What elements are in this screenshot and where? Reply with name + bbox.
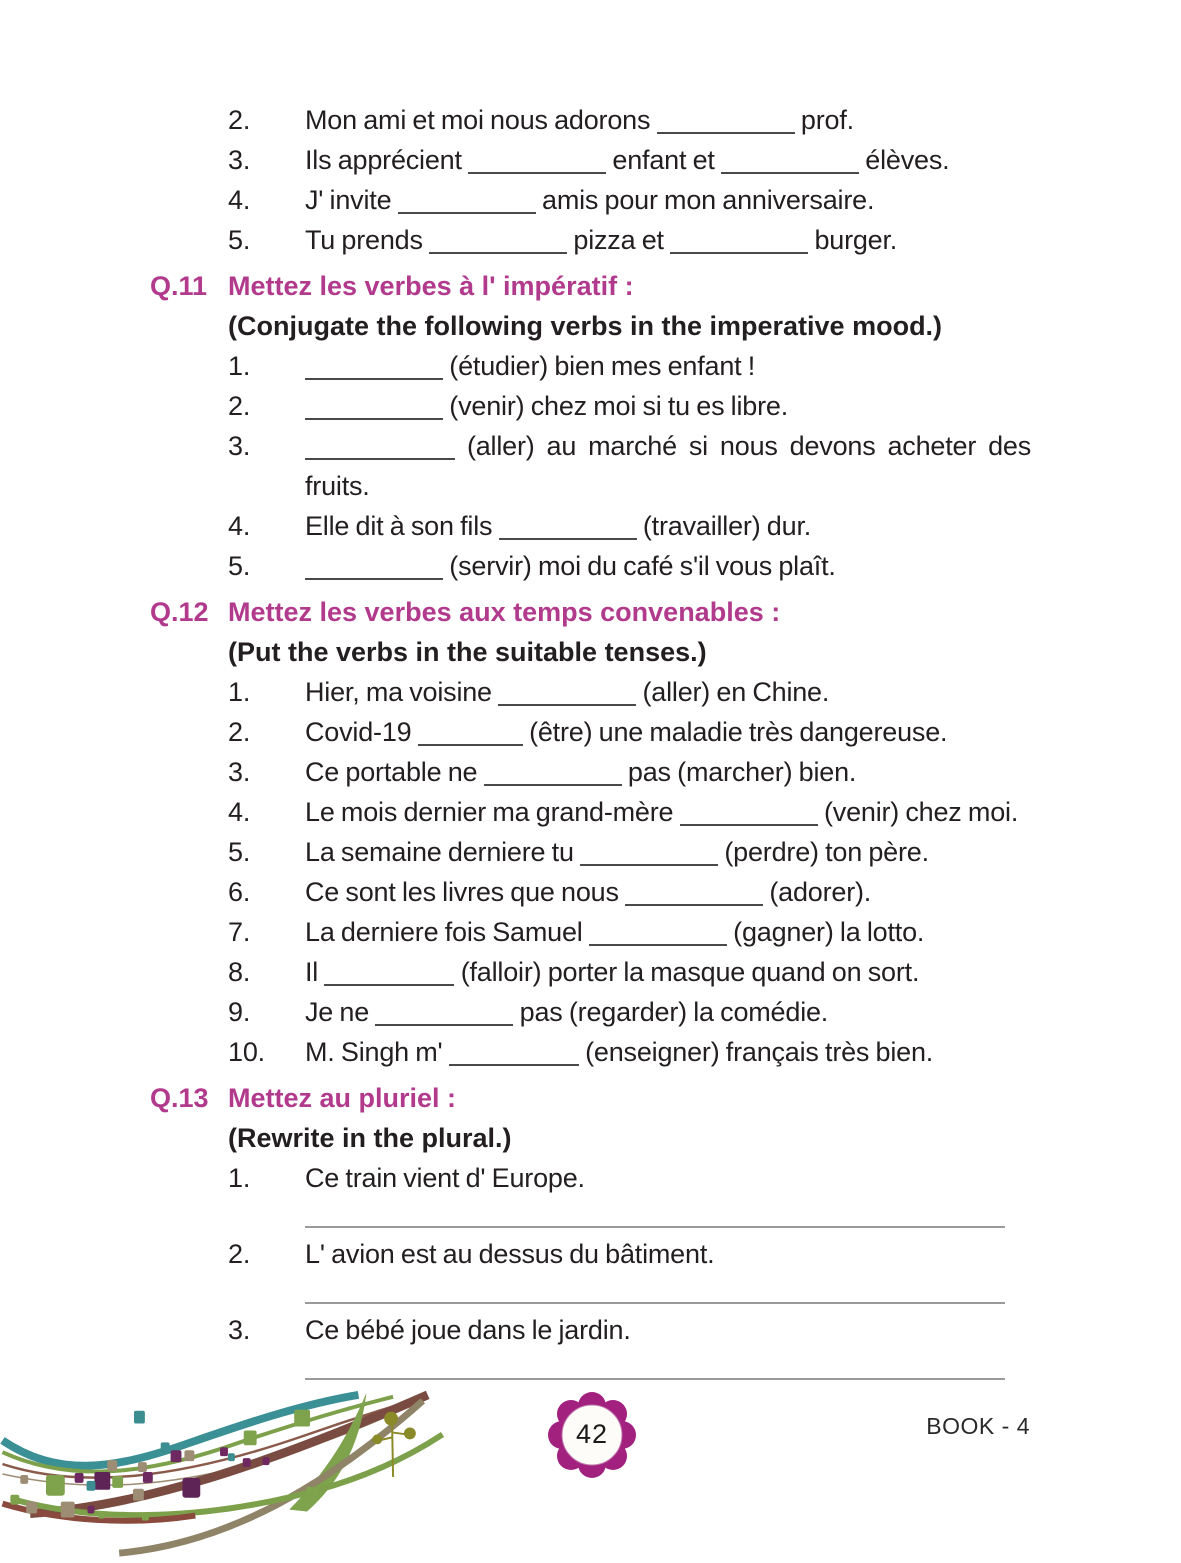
answer-blank: [324, 983, 454, 986]
item-number: 6.: [228, 877, 251, 907]
item-number: 4.: [228, 185, 251, 215]
answer-blank: [657, 131, 795, 134]
item-sentence: [305, 872, 1031, 912]
item-text-segment: (enseigner) français très bien.: [578, 1037, 934, 1067]
answer-blank: [305, 417, 443, 420]
item-text-segment: pizza et: [567, 225, 671, 255]
item-sentence: [305, 672, 1031, 712]
decorative-swirl-graphic: [0, 1383, 445, 1561]
item-sentence: [305, 752, 1031, 792]
item-number: 3.: [228, 757, 251, 787]
item-number: 10.: [228, 1037, 265, 1067]
answer-blank: [625, 903, 763, 906]
answer-blank: [429, 251, 567, 254]
item-text-segment: (gagner) la lotto.: [726, 917, 925, 947]
item-sentence: [305, 1310, 1031, 1350]
exercise-item: [228, 672, 1031, 712]
item-text-segment: Je ne: [305, 997, 376, 1027]
item-number: 2.: [228, 1239, 251, 1269]
exercise-item: [228, 426, 1031, 506]
question-title: Mettez au pluriel :: [228, 1083, 457, 1113]
item-sentence: [305, 386, 1031, 426]
item-number: 2.: [228, 105, 251, 135]
exercise-item: [228, 386, 1031, 426]
item-text-segment: élèves.: [858, 145, 950, 175]
exercise-item: [228, 832, 1031, 872]
item-sentence: [305, 952, 1031, 992]
exercise-item: [228, 346, 1031, 386]
exercise-item: [228, 712, 1031, 752]
exercise-item: [228, 546, 1031, 586]
answer-blank: [418, 743, 523, 746]
exercise-item: [228, 912, 1031, 952]
item-text-segment: (venir) chez moi si tu es libre.: [443, 391, 789, 421]
item-number: 5.: [228, 837, 251, 867]
item-number: 1.: [228, 351, 251, 381]
item-text-segment: (servir) moi du café s'il vous plaît.: [443, 551, 836, 581]
item-text-segment: amis pour mon anniversaire.: [535, 185, 875, 215]
item-sentence: [305, 992, 1031, 1032]
exercise-item: [228, 1234, 1031, 1274]
answer-blank: [484, 783, 622, 786]
question-label: Q.13: [150, 1083, 209, 1113]
item-sentence: [305, 832, 1031, 872]
question-subtitle: (Rewrite in the plural.): [228, 1123, 512, 1153]
exercise-item: [228, 506, 1031, 546]
answer-line: [305, 1378, 1005, 1380]
answer-blank: [499, 537, 637, 540]
answer-blank: [468, 171, 606, 174]
question-title: Mettez les verbes aux temps convenables :: [228, 597, 781, 627]
item-sentence: [305, 426, 1031, 506]
answer-blank: [680, 823, 818, 826]
answer-blank: [580, 863, 718, 866]
answer-blank: [398, 211, 536, 214]
item-number: 2.: [228, 717, 251, 747]
item-text-segment: Ce bébé joue dans le jardin.: [305, 1315, 631, 1345]
exercise-item: [228, 952, 1031, 992]
item-number: 3.: [228, 145, 251, 175]
exercise-item: [228, 752, 1031, 792]
item-sentence: [305, 180, 1031, 220]
item-number: 5.: [228, 225, 251, 255]
item-text-segment: (aller) au marché si nous devons acheter des fruits.: [305, 431, 1031, 501]
answer-line: [305, 1302, 1005, 1304]
question-title: Mettez les verbes à l' impératif :: [228, 271, 634, 301]
page-number-badge: [548, 1392, 636, 1480]
item-text-segment: M. Singh m': [305, 1037, 449, 1067]
item-text-segment: (travailler) dur.: [636, 511, 812, 541]
item-text-segment: Hier, ma voisine: [305, 677, 499, 707]
item-text-segment: (venir) chez moi.: [817, 797, 1019, 827]
item-text-segment: La derniere fois Samuel: [305, 917, 589, 947]
question-heading: [150, 1078, 1031, 1118]
exercise-item: [228, 1310, 1031, 1350]
item-text-segment: enfant et: [606, 145, 721, 175]
item-text-segment: Elle dit à son fils: [305, 511, 499, 541]
item-number: 3.: [228, 1315, 251, 1345]
item-number: 5.: [228, 551, 251, 581]
exercise-item: [228, 140, 1031, 180]
question-heading: [150, 592, 1031, 632]
item-text-segment: Le mois dernier ma grand-mère: [305, 797, 680, 827]
question-heading: [150, 266, 1031, 306]
item-text-segment: Ce train vient d' Europe.: [305, 1163, 585, 1193]
item-text-segment: pas (regarder) la comédie.: [513, 997, 829, 1027]
item-text-segment: Covid-19: [305, 717, 418, 747]
item-text-segment: Mon ami et moi nous adorons: [305, 105, 657, 135]
item-text-segment: burger.: [808, 225, 898, 255]
item-number: 1.: [228, 677, 251, 707]
answer-blank: [375, 1023, 513, 1026]
answer-blank: [721, 171, 859, 174]
item-text-segment: (adorer).: [763, 877, 872, 907]
item-text-segment: Il: [305, 957, 325, 987]
item-sentence: [305, 712, 1031, 752]
item-sentence: [305, 346, 1031, 386]
item-text-segment: Ce sont les livres que nous: [305, 877, 626, 907]
question-label: Q.12: [150, 597, 209, 627]
item-text-segment: (être) une maladie très dangereuse.: [522, 717, 948, 747]
answer-blank: [589, 943, 727, 946]
exercise-item: [228, 1032, 1031, 1072]
item-sentence: [305, 546, 1031, 586]
item-number: 8.: [228, 957, 251, 987]
item-text-segment: L' avion est au dessus du bâtiment.: [305, 1239, 715, 1269]
answer-blank: [670, 251, 808, 254]
item-sentence: [305, 912, 1031, 952]
item-sentence: [305, 1158, 1031, 1198]
item-sentence: [305, 140, 1031, 180]
answer-blank: [305, 377, 443, 380]
question-subtitle: (Put the verbs in the suitable tenses.): [228, 637, 707, 667]
exercise-item: [228, 180, 1031, 220]
item-text-segment: Ils apprécient: [305, 145, 469, 175]
answer-blank: [449, 1063, 579, 1066]
item-number: 3.: [228, 431, 251, 461]
item-text-segment: pas (marcher) bien.: [621, 757, 857, 787]
answer-blank: [305, 577, 443, 580]
item-text-segment: Ce portable ne: [305, 757, 484, 787]
item-sentence: [305, 1032, 1031, 1072]
exercise-item: [228, 872, 1031, 912]
item-number: 4.: [228, 797, 251, 827]
item-text-segment: prof.: [794, 105, 854, 135]
exercise-item: [228, 100, 1031, 140]
question-subtitle: (Conjugate the following verbs in the imperative mood.): [228, 311, 943, 341]
exercise-item: [228, 992, 1031, 1032]
item-text-segment: (perdre) ton père.: [718, 837, 929, 867]
item-number: 9.: [228, 997, 251, 1027]
exercise-item: [228, 792, 1031, 832]
answer-blank: [305, 457, 455, 460]
item-number: 2.: [228, 391, 251, 421]
item-text-segment: (falloir) porter la masque quand on sort.: [454, 957, 920, 987]
item-sentence: [305, 792, 1031, 832]
item-sentence: [305, 506, 1031, 546]
question-label: Q.11: [150, 271, 208, 301]
item-text-segment: Tu prends: [305, 225, 430, 255]
answer-line: [305, 1226, 1005, 1228]
exercise-item: [228, 1158, 1031, 1198]
book-label: BOOK - 4: [926, 1413, 1030, 1439]
answer-blank: [498, 703, 636, 706]
page-number: 42: [575, 1418, 609, 1449]
item-number: 4.: [228, 511, 251, 541]
item-sentence: [305, 1234, 1031, 1274]
item-number: 7.: [228, 917, 251, 947]
item-sentence: [305, 100, 1031, 140]
item-text-segment: (étudier) bien mes enfant !: [443, 351, 756, 381]
item-text-segment: La semaine derniere tu: [305, 837, 581, 867]
exercise-item: [228, 220, 1031, 260]
item-text-segment: (aller) en Chine.: [636, 677, 830, 707]
item-number: 1.: [228, 1163, 251, 1193]
item-text-segment: J' invite: [305, 185, 398, 215]
item-sentence: [305, 220, 1031, 260]
